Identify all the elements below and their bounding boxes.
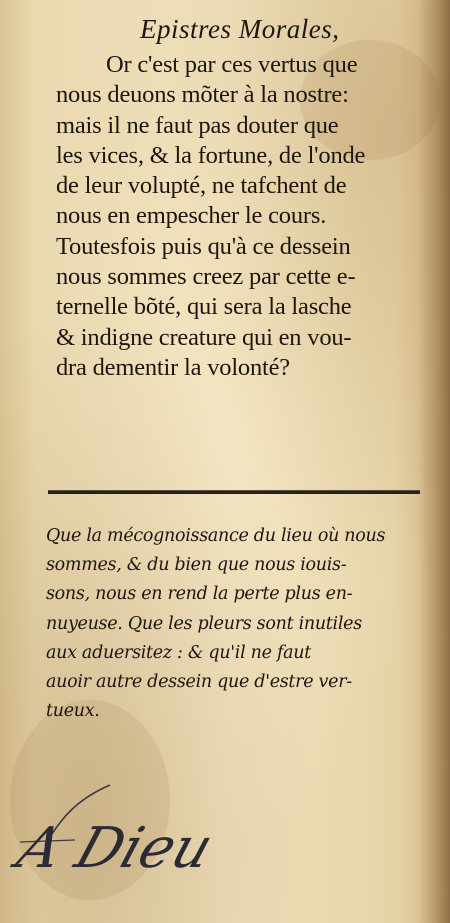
main-text [56,50,430,383]
text-line: dra dementir la volonté? [56,353,290,381]
summary-line: sons, nous en rend la perte plus en- [46,584,353,605]
summary-line: sommes, & du bien que nous iouis- [46,555,347,576]
text-line: nous deuons mõter à la nostre: [56,81,349,109]
text-line: & indigne creature qui en vou- [56,323,352,351]
handwritten-note: A Dieu [9,816,221,881]
summary-line: Que la mécognoissance du lieu où nous [46,526,386,546]
running-head: Epistres Morales, [140,14,340,44]
text-line: de leur volupté, ne tafchent de [56,172,347,200]
text-line: ternelle bõté, qui sera la lasche [56,293,352,321]
text-line: Toutesfois puis qu'à ce dessein [56,232,351,260]
summary-line: auoir autre dessein que d'estre ver- [46,672,352,693]
text-line: nous sommes creez par cette e- [56,263,356,291]
text-line: nous en empescher le cours. [56,202,327,230]
summary-line: aux aduersitez : & qu'il ne faut [46,642,311,663]
summary-line: nuyeuse. Que les pleurs sont inutiles [46,613,362,634]
text-line: Or c'est par ces vertus que [106,51,358,78]
summary-line: tueux. [46,701,100,722]
divider-rule [48,490,420,494]
text-line: les vices, & la fortune, de l'onde [56,141,366,169]
chapter-summary [46,522,430,726]
text-line: mais il ne faut pas douter que [56,111,339,139]
